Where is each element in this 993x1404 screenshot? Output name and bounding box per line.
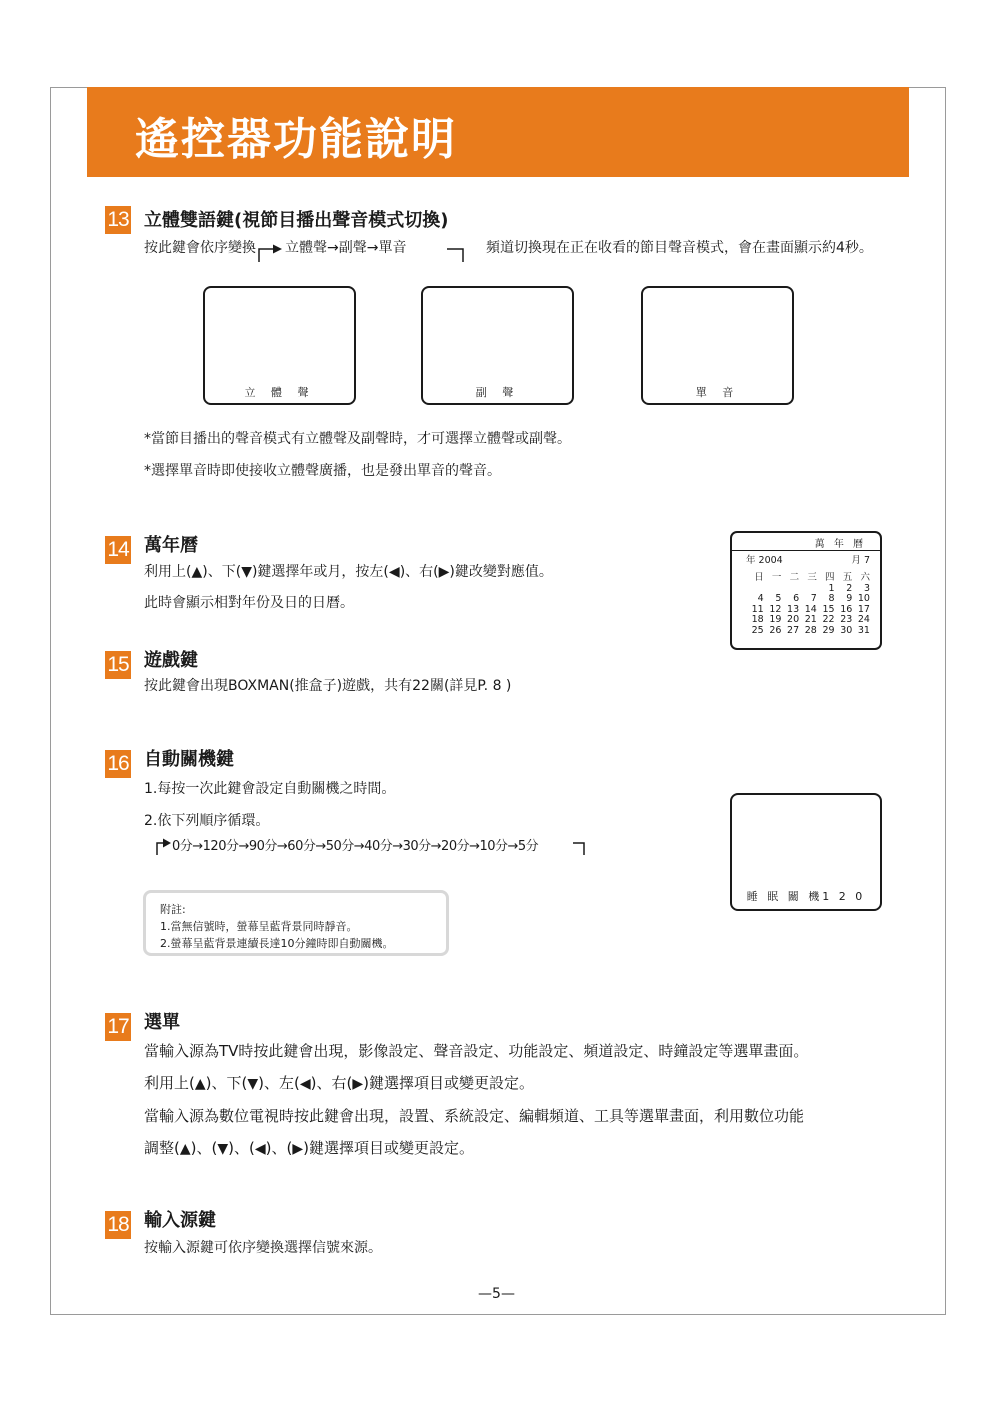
calendar-weekday: 四 — [825, 572, 835, 583]
section-13-badge: 13 — [105, 206, 131, 234]
calendar-day: 7 — [810, 593, 817, 604]
section-14-line-2: 此時會顯示相對年份及日的日曆。 — [144, 595, 354, 611]
section-18-badge: 18 — [105, 1211, 131, 1239]
calendar-day: 19 — [769, 614, 782, 625]
section-18-title: 輸入源鍵 — [144, 1210, 216, 1231]
section-15-title: 遊戲鍵 — [144, 650, 198, 671]
calendar-day: 9 — [846, 593, 853, 604]
section-13-line-post: 頻道切換現在正在收看的節目聲音模式，會在畫面顯示約4秒。 — [486, 240, 873, 256]
calendar-day: 3 — [863, 582, 870, 594]
screen-stereo — [203, 286, 356, 405]
section-15-line-1: 按此鍵會出現BOXMAN(推盒子)遊戲，共有22關(詳見P. 8 ) — [144, 678, 512, 694]
calendar-day: 26 — [769, 624, 782, 636]
right-arrow-icon: ▶ — [292, 1141, 304, 1157]
page-frame — [50, 87, 946, 1315]
screen-sap — [421, 286, 574, 405]
section-16-title: 自動關機鍵 — [144, 749, 234, 770]
sleep-timer-screen — [730, 793, 882, 911]
section-16-line-1: 1.每按一次此鍵會設定自動關機之時間。 — [144, 781, 396, 797]
left-arrow-icon: ◀ — [299, 1076, 311, 1092]
page-title: 遙控器功能說明 — [135, 114, 457, 165]
calendar-day: 2 — [846, 582, 853, 594]
note-title: 附註: — [160, 903, 186, 916]
up-arrow-icon: ▲ — [191, 564, 203, 580]
page-number: —5— — [478, 1286, 515, 1302]
page-header — [87, 87, 909, 177]
section-13-note-2: *選擇單音時即使接收立體聲廣播，也是發出單音的聲音。 — [144, 463, 501, 479]
calendar-day: 1 — [828, 582, 835, 594]
calendar-day: 13 — [787, 603, 800, 615]
left-arrow-icon: ◀ — [388, 564, 400, 580]
down-arrow-icon: ▼ — [241, 564, 252, 580]
note-line-2: 2.螢幕呈藍背景連續長達10分鐘時即自動關機。 — [160, 937, 394, 950]
calendar-day: 8 — [828, 593, 835, 604]
section-13-title: 立體雙語鍵(視節目播出聲音模式切換) — [144, 210, 449, 231]
calendar-day: 31 — [857, 624, 870, 636]
calendar-day: 10 — [857, 593, 870, 604]
screen-mono-label: 單 音 — [695, 386, 740, 399]
calendar-day: 27 — [787, 624, 800, 636]
screen-stereo-label: 立 體 聲 — [244, 386, 315, 399]
up-arrow-icon: ▲ — [179, 1141, 191, 1157]
calendar-year: 年 2004 — [746, 555, 783, 566]
section-14-title: 萬年曆 — [144, 535, 198, 556]
right-arrow-icon: ▶ — [352, 1076, 364, 1092]
calendar-weekday: 五 — [842, 572, 853, 583]
calendar-day: 29 — [822, 624, 835, 636]
calendar-day: 14 — [804, 603, 817, 615]
screen-mono — [641, 286, 794, 405]
calendar-day: 4 — [757, 593, 764, 604]
calendar-weekday: 一 — [771, 572, 782, 583]
section-17-badge: 17 — [105, 1013, 131, 1041]
calendar-day: 11 — [751, 603, 764, 615]
section-14-badge: 14 — [105, 536, 131, 564]
section-15-badge: 15 — [105, 651, 131, 679]
sleep-timer-label: 睡 眠 關 機1 2 0 — [746, 890, 866, 903]
right-arrow-icon: ▶ — [438, 564, 450, 580]
calendar-day: 23 — [840, 614, 853, 625]
screen-sap-label: 副 聲 — [475, 386, 520, 399]
section-17-title: 選單 — [144, 1012, 180, 1033]
down-arrow-icon: ▼ — [247, 1076, 259, 1092]
note-line-1: 1.當無信號時，螢幕呈藍背景同時靜音。 — [160, 920, 358, 933]
calendar-day: 6 — [793, 593, 800, 604]
up-arrow-icon: ▲ — [194, 1076, 206, 1092]
section-16-cycle: 0分→120分→90分→60分→50分→40分→30分→20分→10分→5分 — [172, 839, 539, 854]
section-16-badge: 16 — [105, 750, 131, 778]
calendar-month: 月 7 — [851, 555, 870, 566]
calendar-weekday: 三 — [807, 572, 817, 583]
calendar-day: 15 — [822, 603, 835, 615]
section-16-line-2: 2.依下列順序循環。 — [144, 813, 270, 829]
section-17-line-1: 當輸入源為TV時按此鍵會出現，影像設定、聲音設定、功能設定、頻道設定、時鐘設定等選單畫面。 — [144, 1042, 809, 1060]
calendar-grid — [746, 573, 870, 636]
calendar-day: 24 — [857, 614, 870, 625]
section-17-line-2: 利用上(▲)、下(▼)、左(◀)、右(▶)鍵選擇項目或變更設定。 — [144, 1074, 534, 1092]
left-arrow-icon: ◀ — [254, 1141, 266, 1157]
calendar-day: 5 — [775, 593, 782, 604]
calendar-day: 16 — [840, 603, 853, 615]
calendar-day: 18 — [751, 614, 764, 625]
calendar-day: 30 — [840, 624, 853, 636]
section-18-line-1: 按輸入源鍵可依序變換選擇信號來源。 — [144, 1240, 382, 1256]
note-box — [143, 890, 449, 956]
calendar-screen — [730, 531, 882, 650]
calendar-day: 22 — [822, 614, 835, 625]
calendar-day: 21 — [804, 614, 817, 625]
calendar-title: 萬 年 曆 — [814, 539, 866, 550]
calendar-day: 17 — [857, 603, 870, 615]
section-13-note-1: *當節目播出的聲音模式有立體聲及副聲時，才可選擇立體聲或副聲。 — [144, 431, 571, 447]
calendar-day: 12 — [769, 603, 782, 615]
section-13-cycle: 立體聲→副聲→單音 — [285, 240, 407, 256]
down-arrow-icon: ▼ — [217, 1141, 229, 1157]
calendar-day: 25 — [751, 624, 764, 636]
calendar-day: 20 — [787, 614, 800, 625]
calendar-weekday: 二 — [789, 572, 800, 583]
calendar-divider — [732, 550, 880, 551]
section-17-line-4: 調整(▲)、(▼)、(◀)、(▶)鍵選擇項目或變更設定。 — [144, 1139, 474, 1157]
section-14-line-1: 利用上(▲)、下(▼)鍵選擇年或月，按左(◀)、右(▶)鍵改變對應值。 — [144, 564, 553, 580]
calendar-weekday: 日 — [754, 572, 764, 583]
section-13-line-pre: 按此鍵會依序變換 — [144, 240, 256, 256]
calendar-weekday: 六 — [860, 572, 870, 583]
section-17-line-3: 當輸入源為數位電視時按此鍵會出現，設置、系統設定、編輯頻道、工具等選單畫面，利用數位功能 — [144, 1107, 805, 1125]
calendar-day: 28 — [804, 624, 817, 636]
